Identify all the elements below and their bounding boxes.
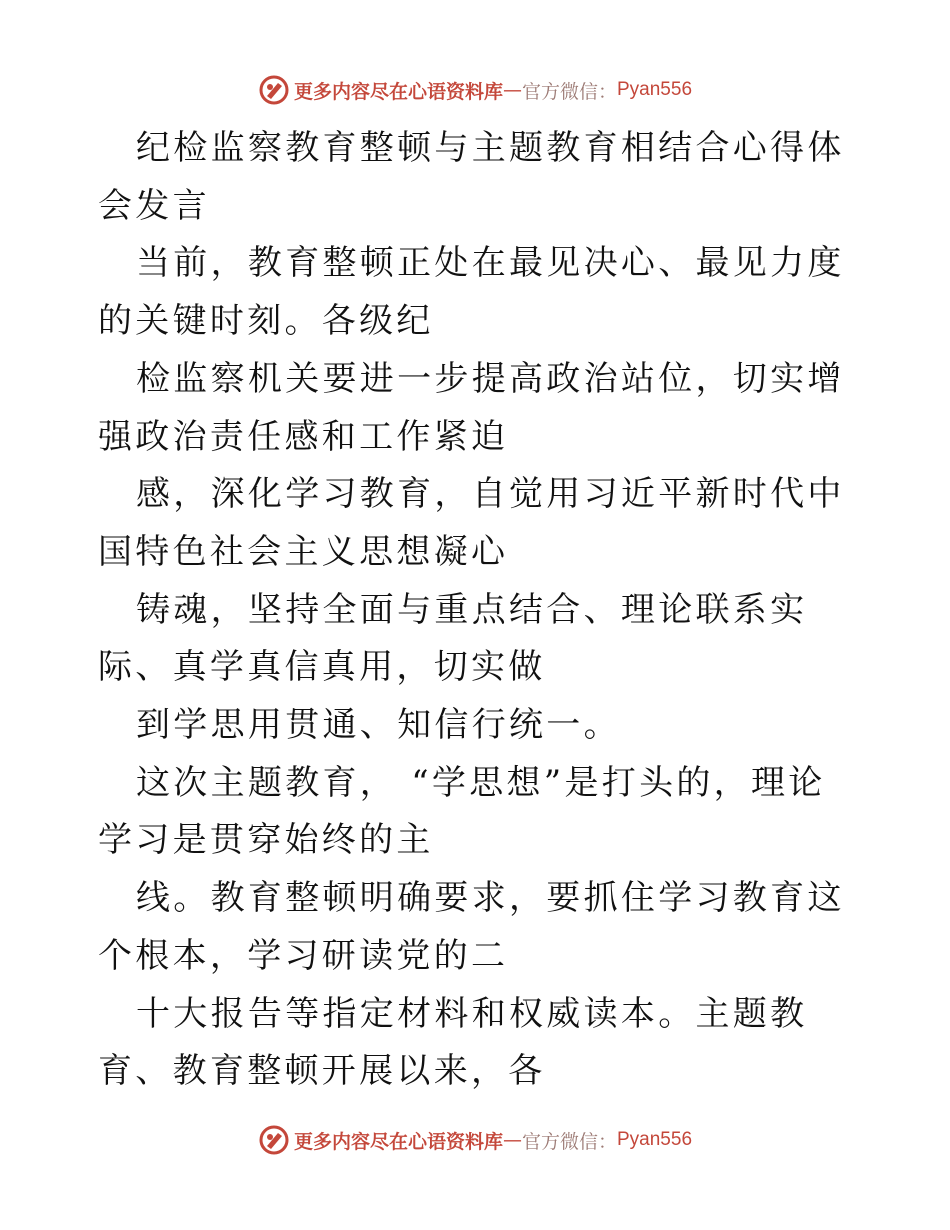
banner-wechat-label: 官方微信： (521, 80, 617, 103)
logo-icon (258, 74, 290, 106)
banner-dash: — (502, 79, 522, 101)
paragraph-line: 线。教育整顿明确要求，要抓住学习教育这个根本，学习研读党的二 (98, 878, 845, 976)
paragraph-line: 铸魂，坚持全面与重点结合、理论联系实际、真学真信真用，切实做 (98, 589, 808, 688)
paragraph-line: 十大报告等指定材料和权威读本。主题教育、教育整顿开展以来，各 (98, 993, 808, 1092)
header-watermark-banner (0, 70, 950, 110)
banner-brand-text: 更多内容尽在心语资料库 (293, 1130, 503, 1153)
document-body (98, 120, 858, 1101)
banner-dash: — (502, 1129, 522, 1151)
paragraph-line: 到学思用贯通、知信行统一。 (136, 705, 621, 746)
banner-wechat-id: Pyan556 (617, 79, 693, 100)
paragraph-line: 检监察机关要进一步提高政治站位，切实增强政治责任感和工作紧迫 (98, 358, 845, 457)
banner-wechat-label: 官方微信： (521, 1130, 617, 1153)
paragraph-line: 这次主题教育， “学思想”是打头的，理论学习是贯穿始终的主 (98, 762, 826, 861)
paragraph-line: 当前，教育整顿正处在最见决心、最见力度的关键时刻。各级纪 (98, 243, 845, 342)
banner-wechat-id: Pyan556 (617, 1129, 693, 1150)
footer-watermark-banner (0, 1120, 950, 1160)
logo-icon (258, 1124, 290, 1156)
banner-brand-text: 更多内容尽在心语资料库 (293, 80, 503, 103)
document-title: 纪检监察教育整顿与主题教育相结合心得体会发言 (98, 128, 845, 226)
paragraph-line: 感，深化学习教育，自觉用习近平新时代中国特色社会主义思想凝心 (98, 474, 845, 572)
